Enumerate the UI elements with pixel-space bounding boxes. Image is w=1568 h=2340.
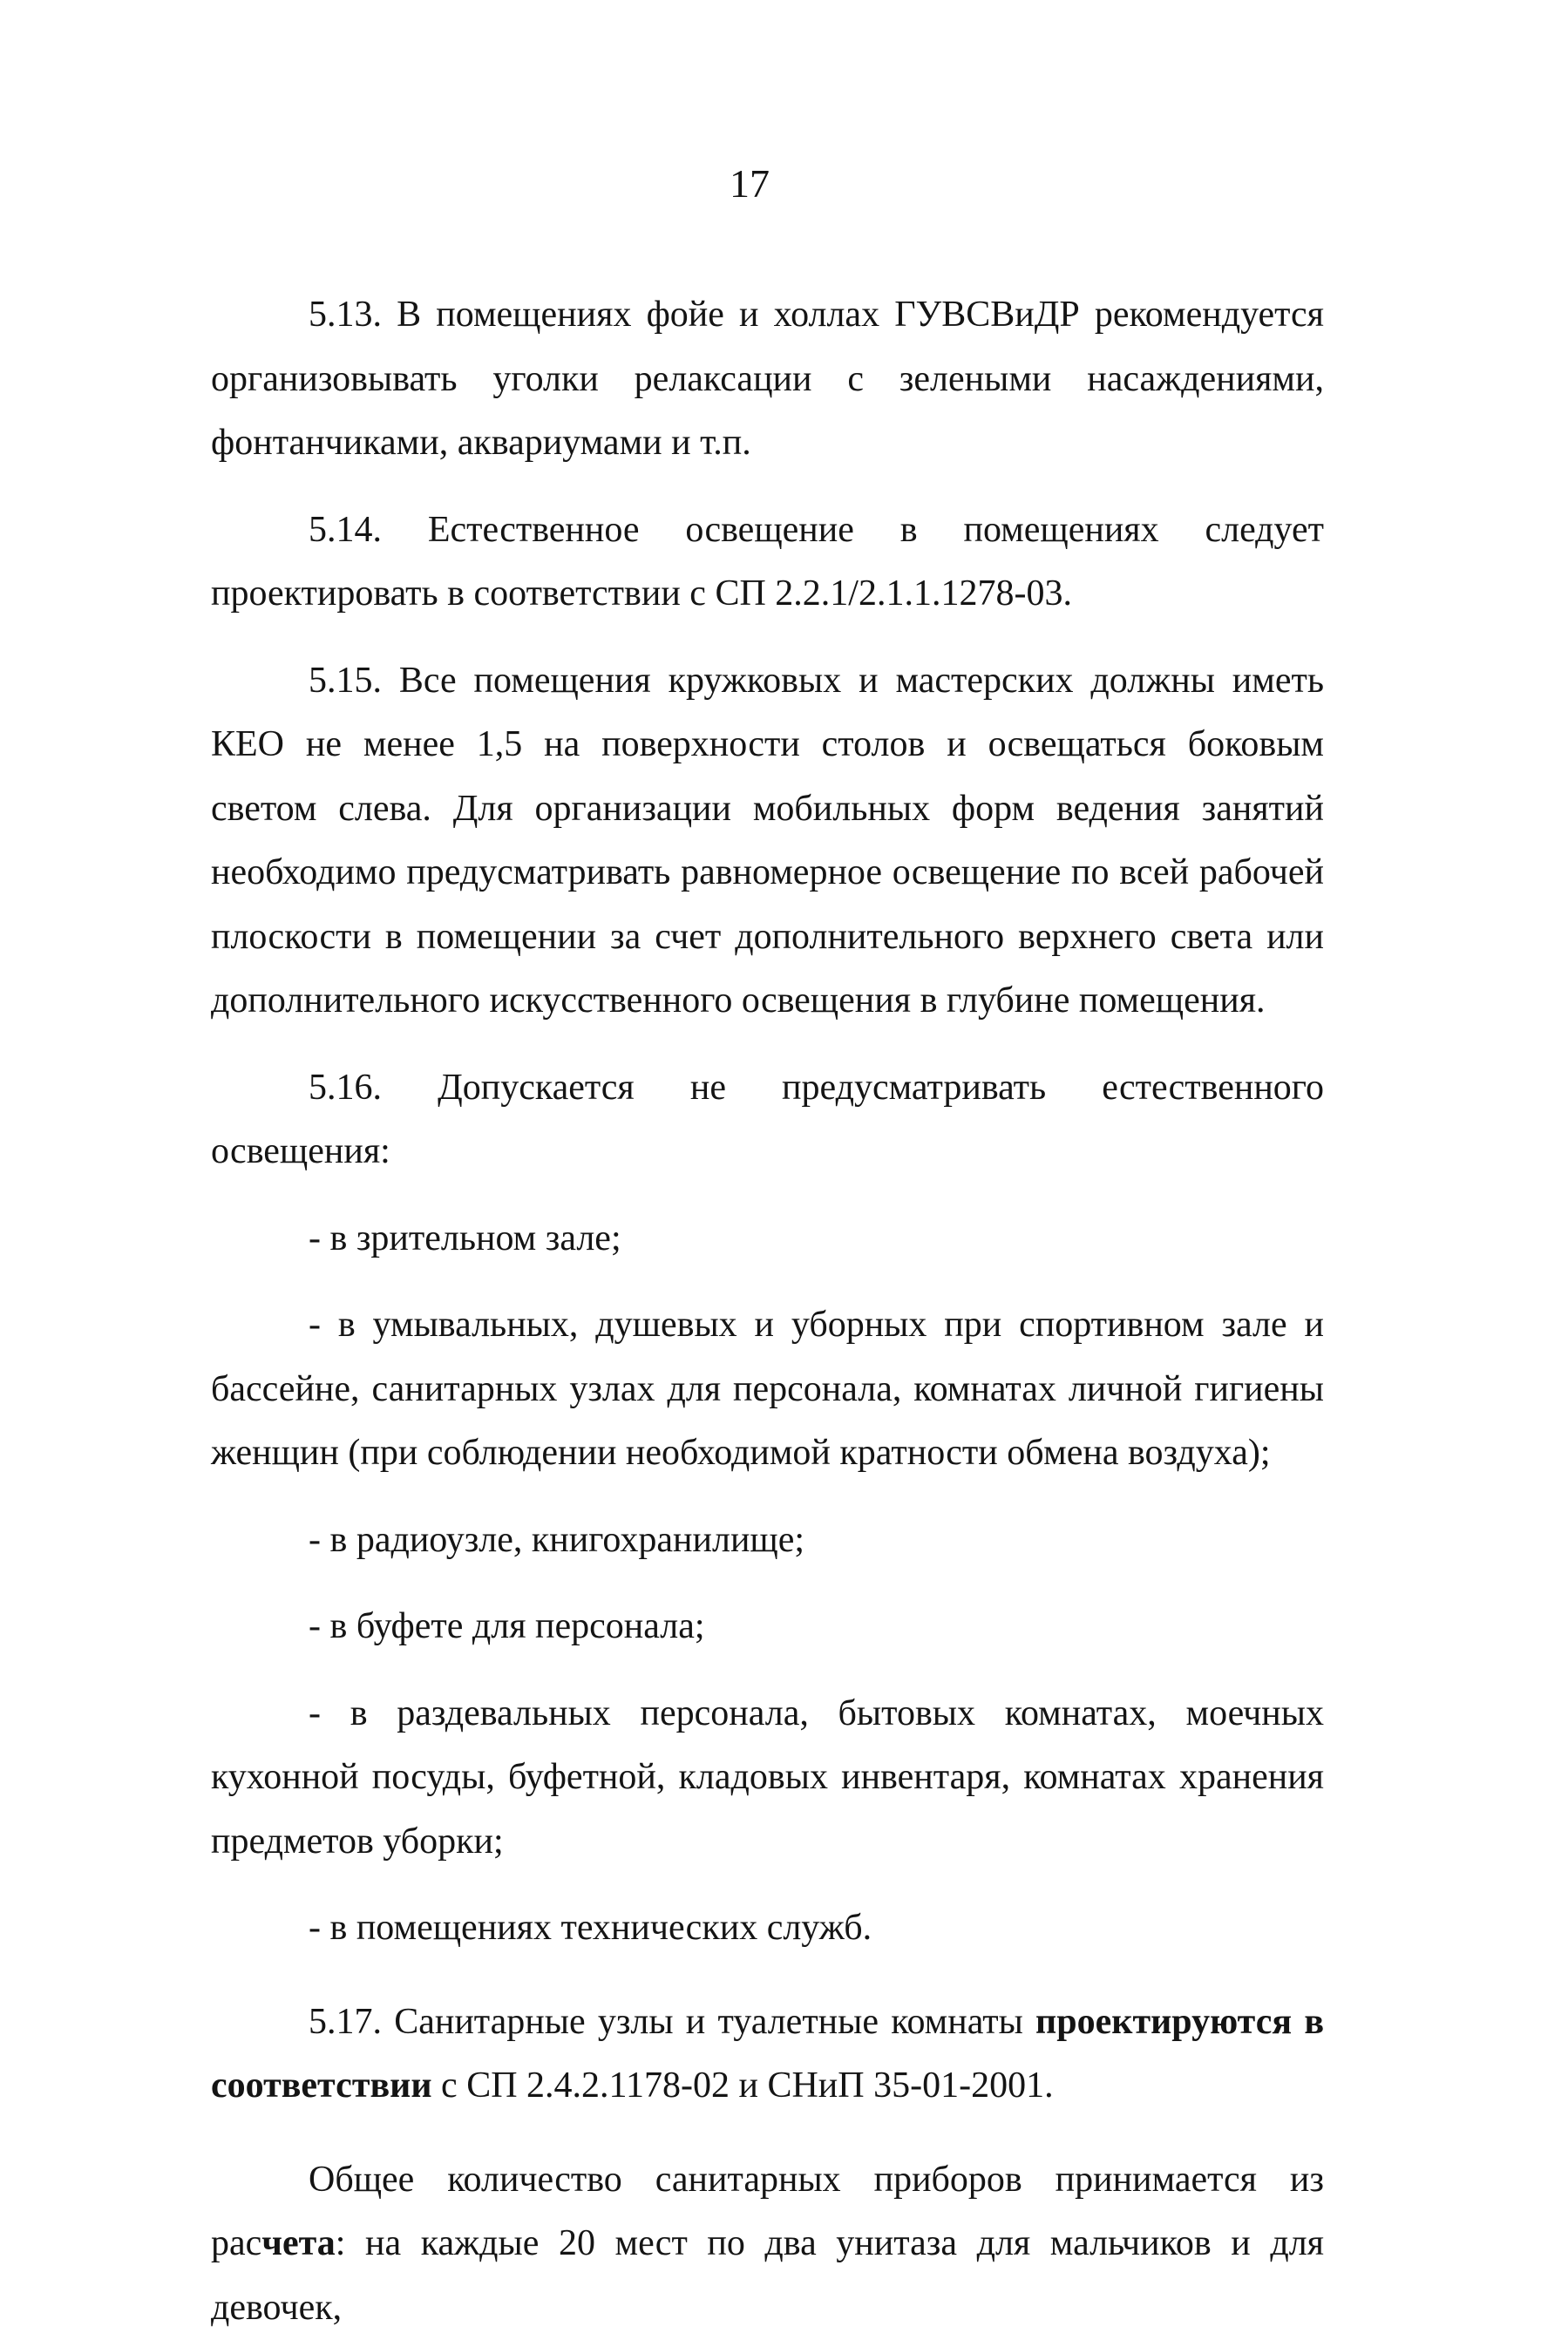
page-number: 17 [0, 164, 1499, 204]
paragraph-5-13: 5.13. В помещениях фойе и холлах ГУВСВиДР рекомендуется организовывать уголки релаксации с зелеными насаждениями, фонтанчиками, аквариумами и т.п. [211, 283, 1324, 476]
list-item-auditorium: - в зрительном зале; [211, 1207, 1324, 1272]
list-item-staff-rooms: - в раздевальных персонала, бытовых комнатах, моечных кухонной посуды, буфетной, кладовых инвентаря, комнатах хранения предметов уборки; [211, 1682, 1324, 1875]
paragraph-5-14: 5.14. Естественное освещение в помещениях следует проектировать в соответствии с СП 2.2.1/2.1.1.1278-03. [211, 499, 1324, 627]
paragraph-sanitary-count [211, 2148, 1324, 2340]
paragraph-5-17-lead: 5.17. Санитарные узлы и туалетные комнаты [309, 2002, 1035, 2042]
list-item-technical-services: - в помещениях технических служб. [211, 1896, 1324, 1961]
paragraph-5-17 [211, 1991, 1324, 2119]
paragraph-sanitary-count-bold: чета [261, 2223, 335, 2263]
page-body [211, 283, 1324, 2340]
paragraph-sanitary-count-lead: Общее количество санитарных приборов принимается из рас [211, 2160, 1324, 2264]
paragraph-5-16: 5.16. Допускается не предусматривать естественного освещения: [211, 1056, 1324, 1184]
paragraph-sanitary-count-tail: : на каждые 20 мест по два унитаза для мальчиков и для девочек, [211, 2223, 1324, 2328]
paragraph-5-17-tail: с СП 2.4.2.1178-02 и СНиП 35-01-2001. [432, 2065, 1054, 2106]
paragraph-5-15: 5.15. Все помещения кружковых и мастерских должны иметь КЕО не менее 1,5 на поверхности столов и освещаться боковым светом слева. Для организации мобильных форм ведения занятий необходимо предусматривать равномерное освещение по всей рабочей плоскости в помещении за счет дополнительного верхнего света или дополнительного искусственного освещения в глубине помещения. [211, 649, 1324, 1034]
list-item-washrooms: - в умывальных, душевых и уборных при спортивном зале и бассейне, санитарных узлах для персонала, комнатах личной гигиены женщин (при соблюдении необходимой кратности обмена воздуха); [211, 1293, 1324, 1486]
list-item-radio-room: - в радиоузле, книгохранилище; [211, 1509, 1324, 1573]
paragraph-5-17-bold: проектируются в соответствии [211, 2002, 1324, 2106]
list-item-staff-buffet: - в буфете для персонала; [211, 1595, 1324, 1659]
